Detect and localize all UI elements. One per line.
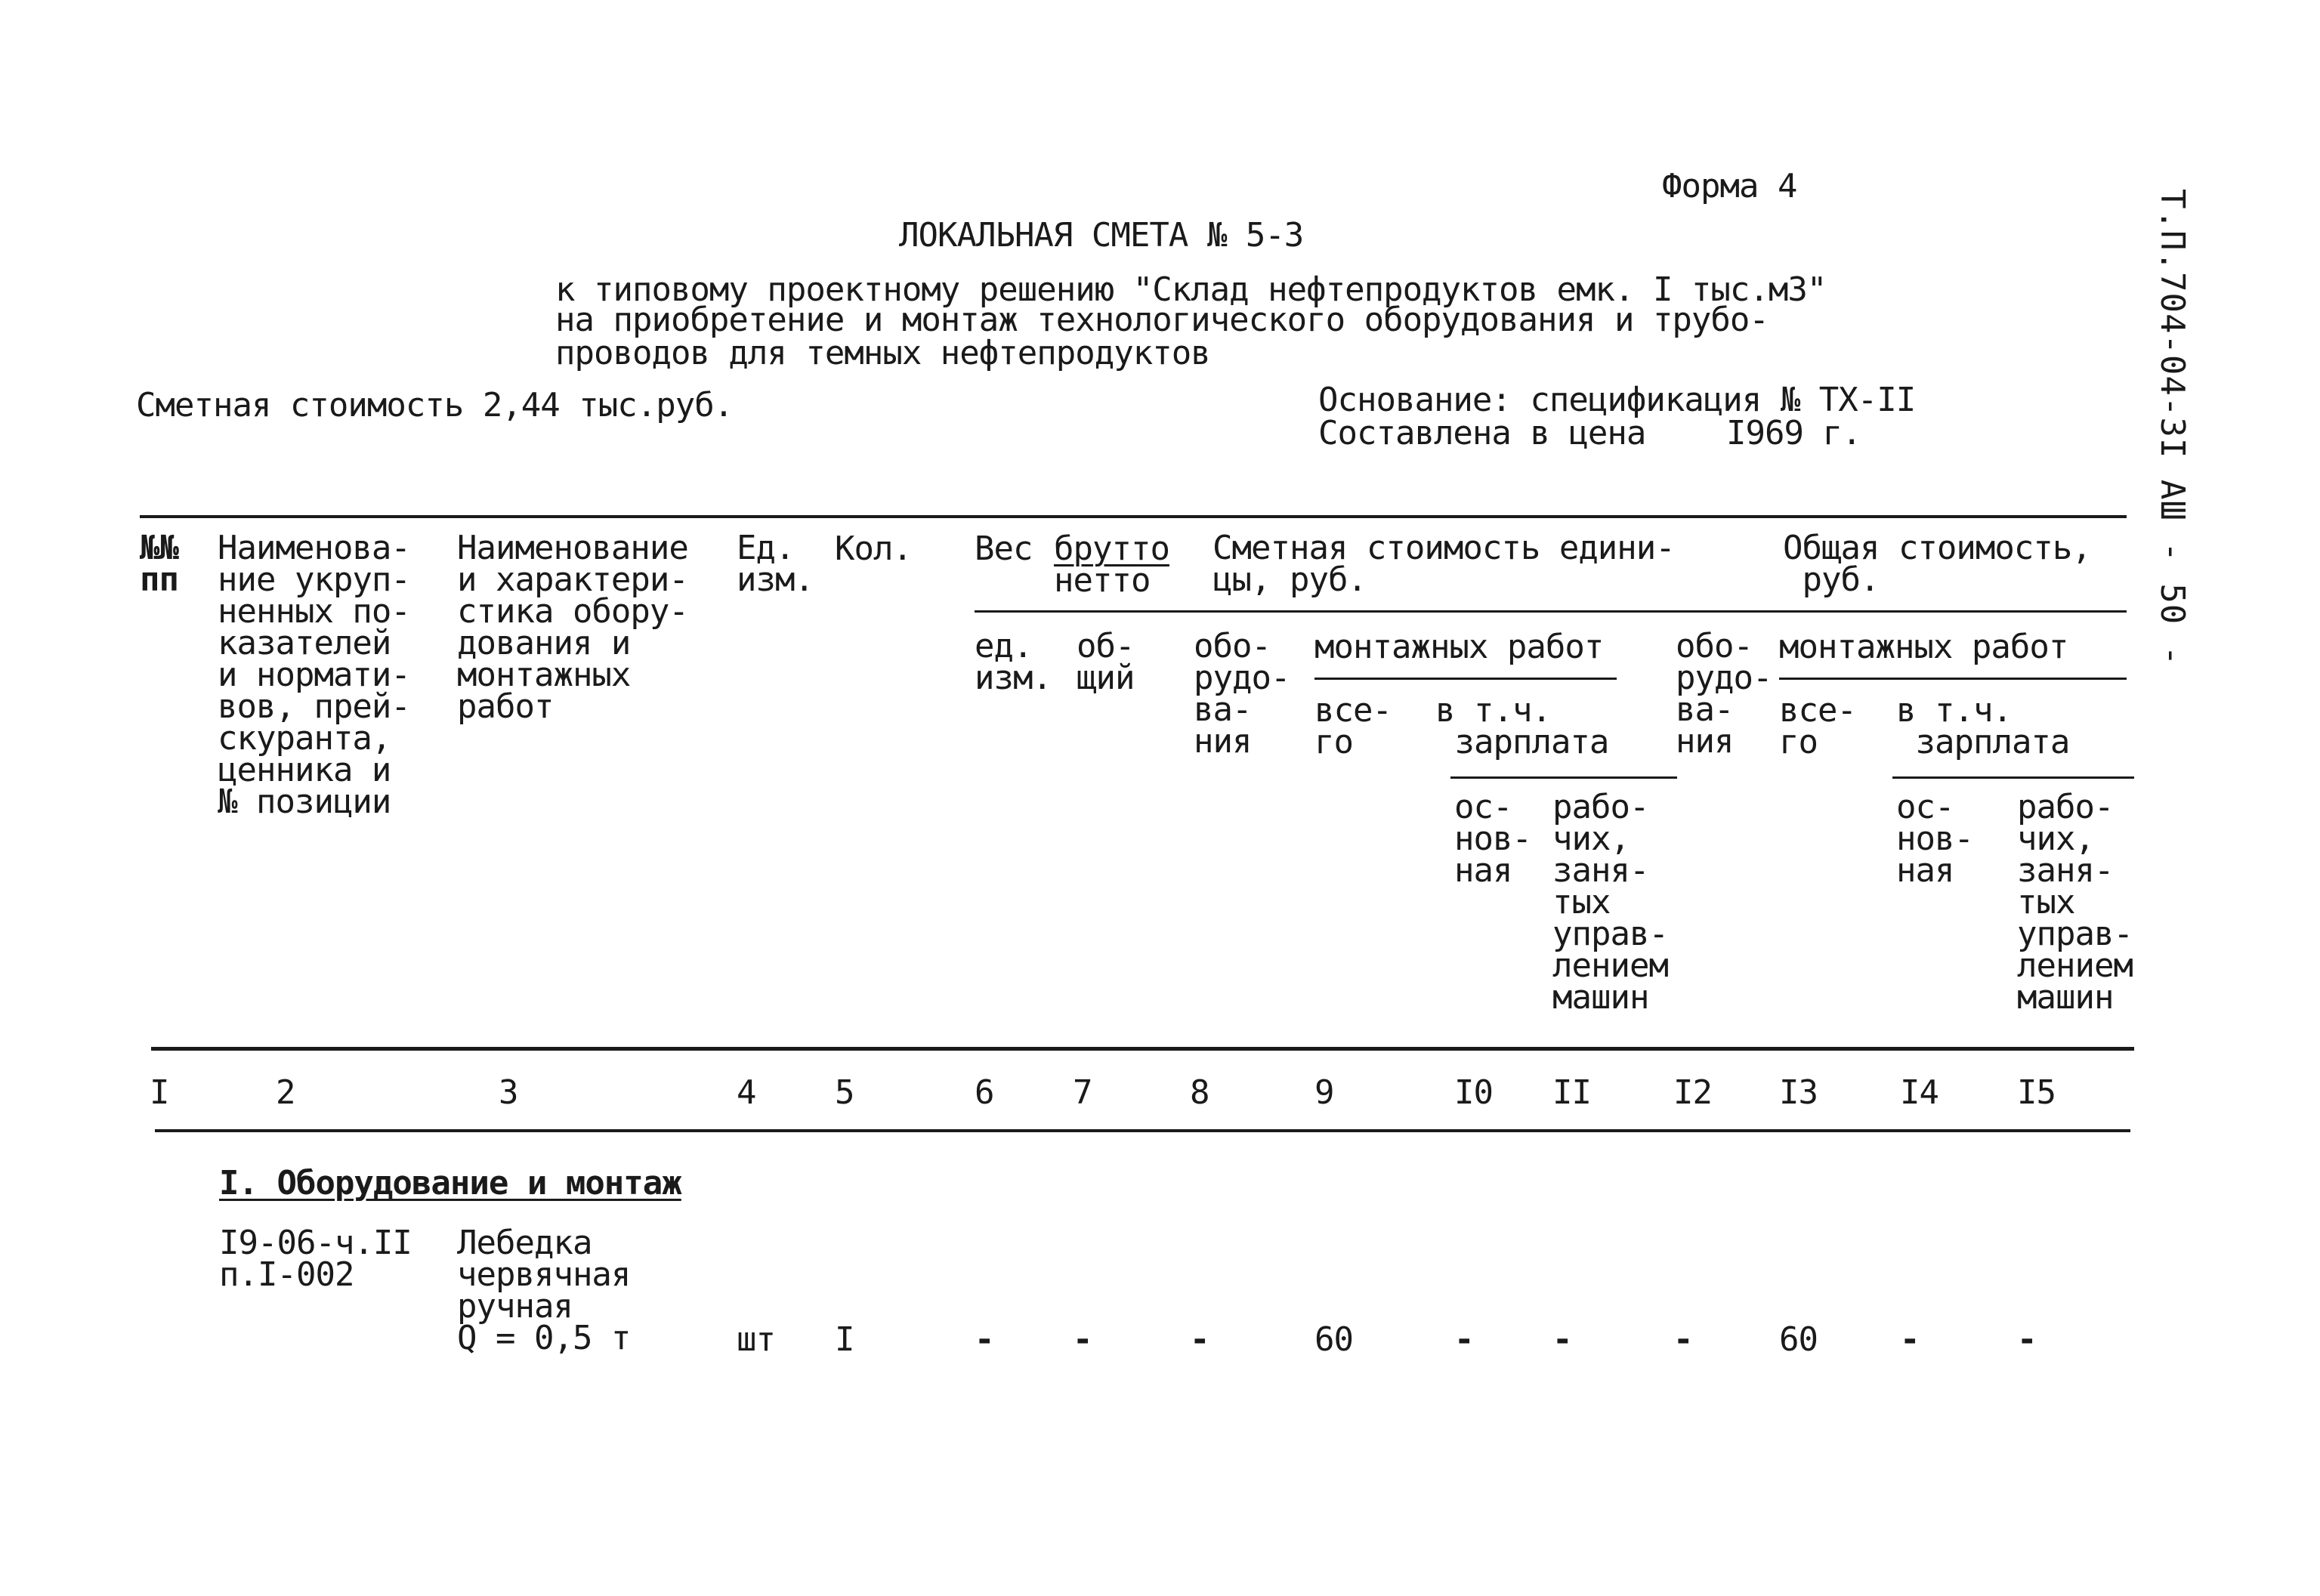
row-qty: I <box>835 1320 854 1359</box>
table-top-rule <box>140 515 2127 518</box>
header-unit-wage: в т.ч. зарплата <box>1435 691 1609 761</box>
estimated-cost: Сметная стоимость 2,44 тыс.руб. <box>136 386 734 424</box>
col-number-10: I0 <box>1454 1073 1493 1112</box>
col-number-4: 4 <box>737 1073 756 1112</box>
col-number-5: 5 <box>835 1073 854 1112</box>
row-weight-unit: - <box>975 1320 994 1359</box>
row-unit-mounting-all: 60 <box>1314 1320 1353 1359</box>
unit-wage-rule <box>1450 776 1677 779</box>
row-unit-basic: - <box>1454 1320 1474 1359</box>
col-number-13: I3 <box>1779 1073 1818 1112</box>
header-unit-machine: рабо- чих, заня- тых управ- лением машин <box>1552 788 1668 1017</box>
subtitle-line-1: к типовому проектному решению "Склад нефтепродуктов емк. I тыс.м3" <box>555 270 1827 309</box>
prices-year: I969 г. <box>1726 414 1861 452</box>
header-total-equipment: обо- рудо- ва- ния <box>1676 627 1772 761</box>
section-title: I. Оборудование и монтаж <box>219 1164 681 1202</box>
header-total-cost: Общая стоимость, руб. <box>1783 529 2091 599</box>
header-unit-all: все- го <box>1314 691 1392 761</box>
header-divider-1 <box>975 610 2127 613</box>
subtitle-line-3: проводов для темных нефтепродуктов <box>555 334 1210 372</box>
row-total-basic: - <box>1900 1320 1920 1359</box>
total-mounting-rule <box>1779 678 2127 680</box>
header-total-mounting: монтажных работ <box>1779 628 2068 666</box>
numbers-bottom-rule <box>155 1129 2130 1132</box>
row-total-equipment: - <box>1673 1320 1693 1359</box>
row-unit-equipment: - <box>1190 1320 1209 1359</box>
prices-label: Составлена в цена <box>1318 414 1646 452</box>
header-unit-mounting: монтажных работ <box>1314 628 1604 666</box>
header-unit-basic: ос- нов- ная <box>1454 788 1531 890</box>
header-weight-brutto: брутто <box>1054 529 1169 568</box>
row-code: I9-06-ч.II п.I-002 <box>219 1224 412 1294</box>
header-weight-total: об- щий <box>1077 627 1135 697</box>
header-col-3: Наименование и характери- стика обору- дования и монтажных работ <box>457 529 688 726</box>
side-code: Т.П.704-04-3I АШ - 50 - <box>2153 189 2192 667</box>
row-unit-machine: - <box>1552 1320 1572 1359</box>
col-number-15: I5 <box>2017 1073 2056 1112</box>
header-col-2: Наименова- ние укруп- ненных по- казателей и нормати- вов, прей- скуранта, ценника и № позиции <box>218 529 410 821</box>
header-weight-netto: нетто <box>1054 561 1151 600</box>
total-wage-rule <box>1892 776 2134 779</box>
col-number-1: I <box>150 1073 169 1112</box>
document-title: ЛОКАЛЬНАЯ СМЕТА № 5-3 <box>899 216 1304 255</box>
header-bottom-rule <box>151 1047 2134 1051</box>
header-total-machine: рабо- чих, заня- тых управ- лением машин <box>2017 788 2133 1017</box>
header-total-wage: в т.ч. зарплата <box>1896 691 2070 761</box>
header-col-1: №№ пп <box>140 529 178 599</box>
header-unit-equipment: обо- рудо- ва- ния <box>1194 627 1290 761</box>
header-total-all: все- го <box>1779 691 1856 761</box>
subtitle-line-2: на приобретение и монтаж технологического оборудования и трубо- <box>555 301 1769 339</box>
col-number-3: 3 <box>499 1073 518 1112</box>
col-number-11: II <box>1552 1073 1591 1112</box>
form-label: Форма 4 <box>1662 167 1797 205</box>
header-col-5: Кол. <box>835 529 912 568</box>
col-number-12: I2 <box>1673 1073 1712 1112</box>
col-number-9: 9 <box>1314 1073 1334 1112</box>
row-total-machine: - <box>2017 1320 2037 1359</box>
row-unit: шт <box>737 1320 775 1359</box>
col-number-6: 6 <box>975 1073 994 1112</box>
basis: Основание: спецификация № ТХ-II <box>1318 381 1916 419</box>
header-weight: Вес <box>975 529 1033 568</box>
col-number-7: 7 <box>1073 1073 1092 1112</box>
header-unit-cost: Сметная стоимость едини- цы, руб. <box>1213 529 1675 599</box>
col-number-2: 2 <box>276 1073 295 1112</box>
header-total-basic: ос- нов- ная <box>1896 788 1973 890</box>
header-col-4: Ед. изм. <box>737 529 814 599</box>
row-weight-total: - <box>1073 1320 1092 1359</box>
col-number-8: 8 <box>1190 1073 1209 1112</box>
unit-mounting-rule <box>1314 678 1617 680</box>
col-number-14: I4 <box>1900 1073 1938 1112</box>
row-total-mounting-all: 60 <box>1779 1320 1818 1359</box>
row-name: Лебедка червячная ручная Q = 0,5 т <box>457 1224 631 1357</box>
header-weight-unit: ед. изм. <box>975 627 1052 697</box>
